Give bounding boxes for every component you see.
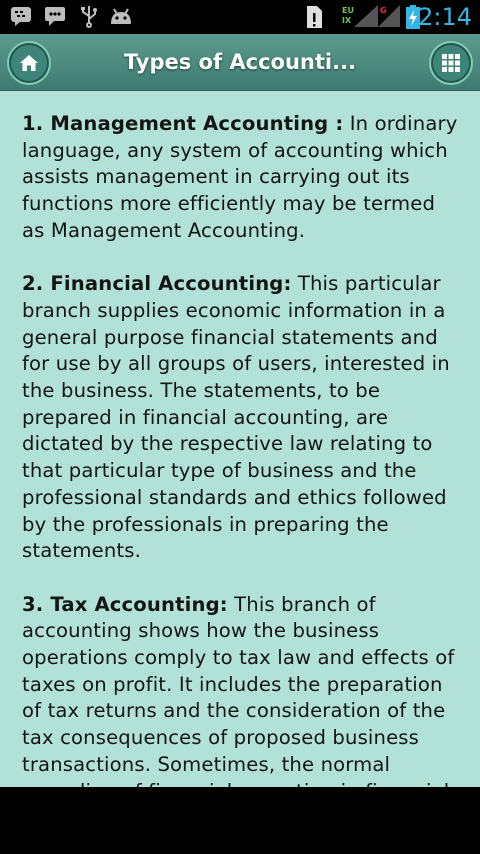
section-heading: 3. Tax Accounting:: [22, 592, 228, 616]
app-header: [0, 34, 480, 91]
usb-icon: [78, 6, 100, 26]
grid-menu-icon: [441, 53, 461, 73]
bbm-icon: [10, 6, 32, 26]
network-label-top: EU: [342, 6, 354, 15]
status-bar: [0, 0, 480, 34]
signal-bars-icon: [378, 5, 400, 27]
data-label: G: [380, 6, 387, 15]
navigation-bar-area: [0, 787, 480, 854]
section-management-accounting: [0, 111, 480, 245]
signal-icon: [354, 5, 378, 27]
android-debug-icon: [108, 6, 134, 26]
article-content: [0, 91, 480, 787]
network-label-bottom: IX: [342, 16, 352, 25]
home-button[interactable]: [7, 41, 51, 85]
page-title: Types of Accounti...: [123, 50, 357, 74]
grid-menu-button[interactable]: [429, 41, 473, 85]
section-financial-accounting: [0, 271, 480, 565]
section-heading: 2. Financial Accounting:: [22, 272, 292, 296]
section-body: This branch of accounting shows how the business operations comply to tax law and effects of taxes on profit. It includes the preparation of tax returns and the consideration of the tax consequences of proposed business transactions. Sometimes, the normal: [22, 592, 455, 776]
chat-icon: [44, 6, 66, 26]
status-time: 2:14: [418, 3, 472, 31]
section-body: In ordinary language, any system of accounting which assists management in carrying out its functions more efficiently may be termed as Management Accounting.: [22, 112, 458, 242]
section-body: This particular branch supplies economic information in a general purpose financial statements and for use by all groups of users, interested in the business. The statements, to be prepared in financial accounting, are dictated by the respective law relating to that particular type of business and the professional standards and ethics followed by the professionals in preparing the statements.: [22, 272, 450, 563]
sim-alert-icon: [305, 5, 323, 29]
home-icon: [19, 53, 39, 73]
section-heading: 1. Management Accounting :: [22, 112, 344, 135]
